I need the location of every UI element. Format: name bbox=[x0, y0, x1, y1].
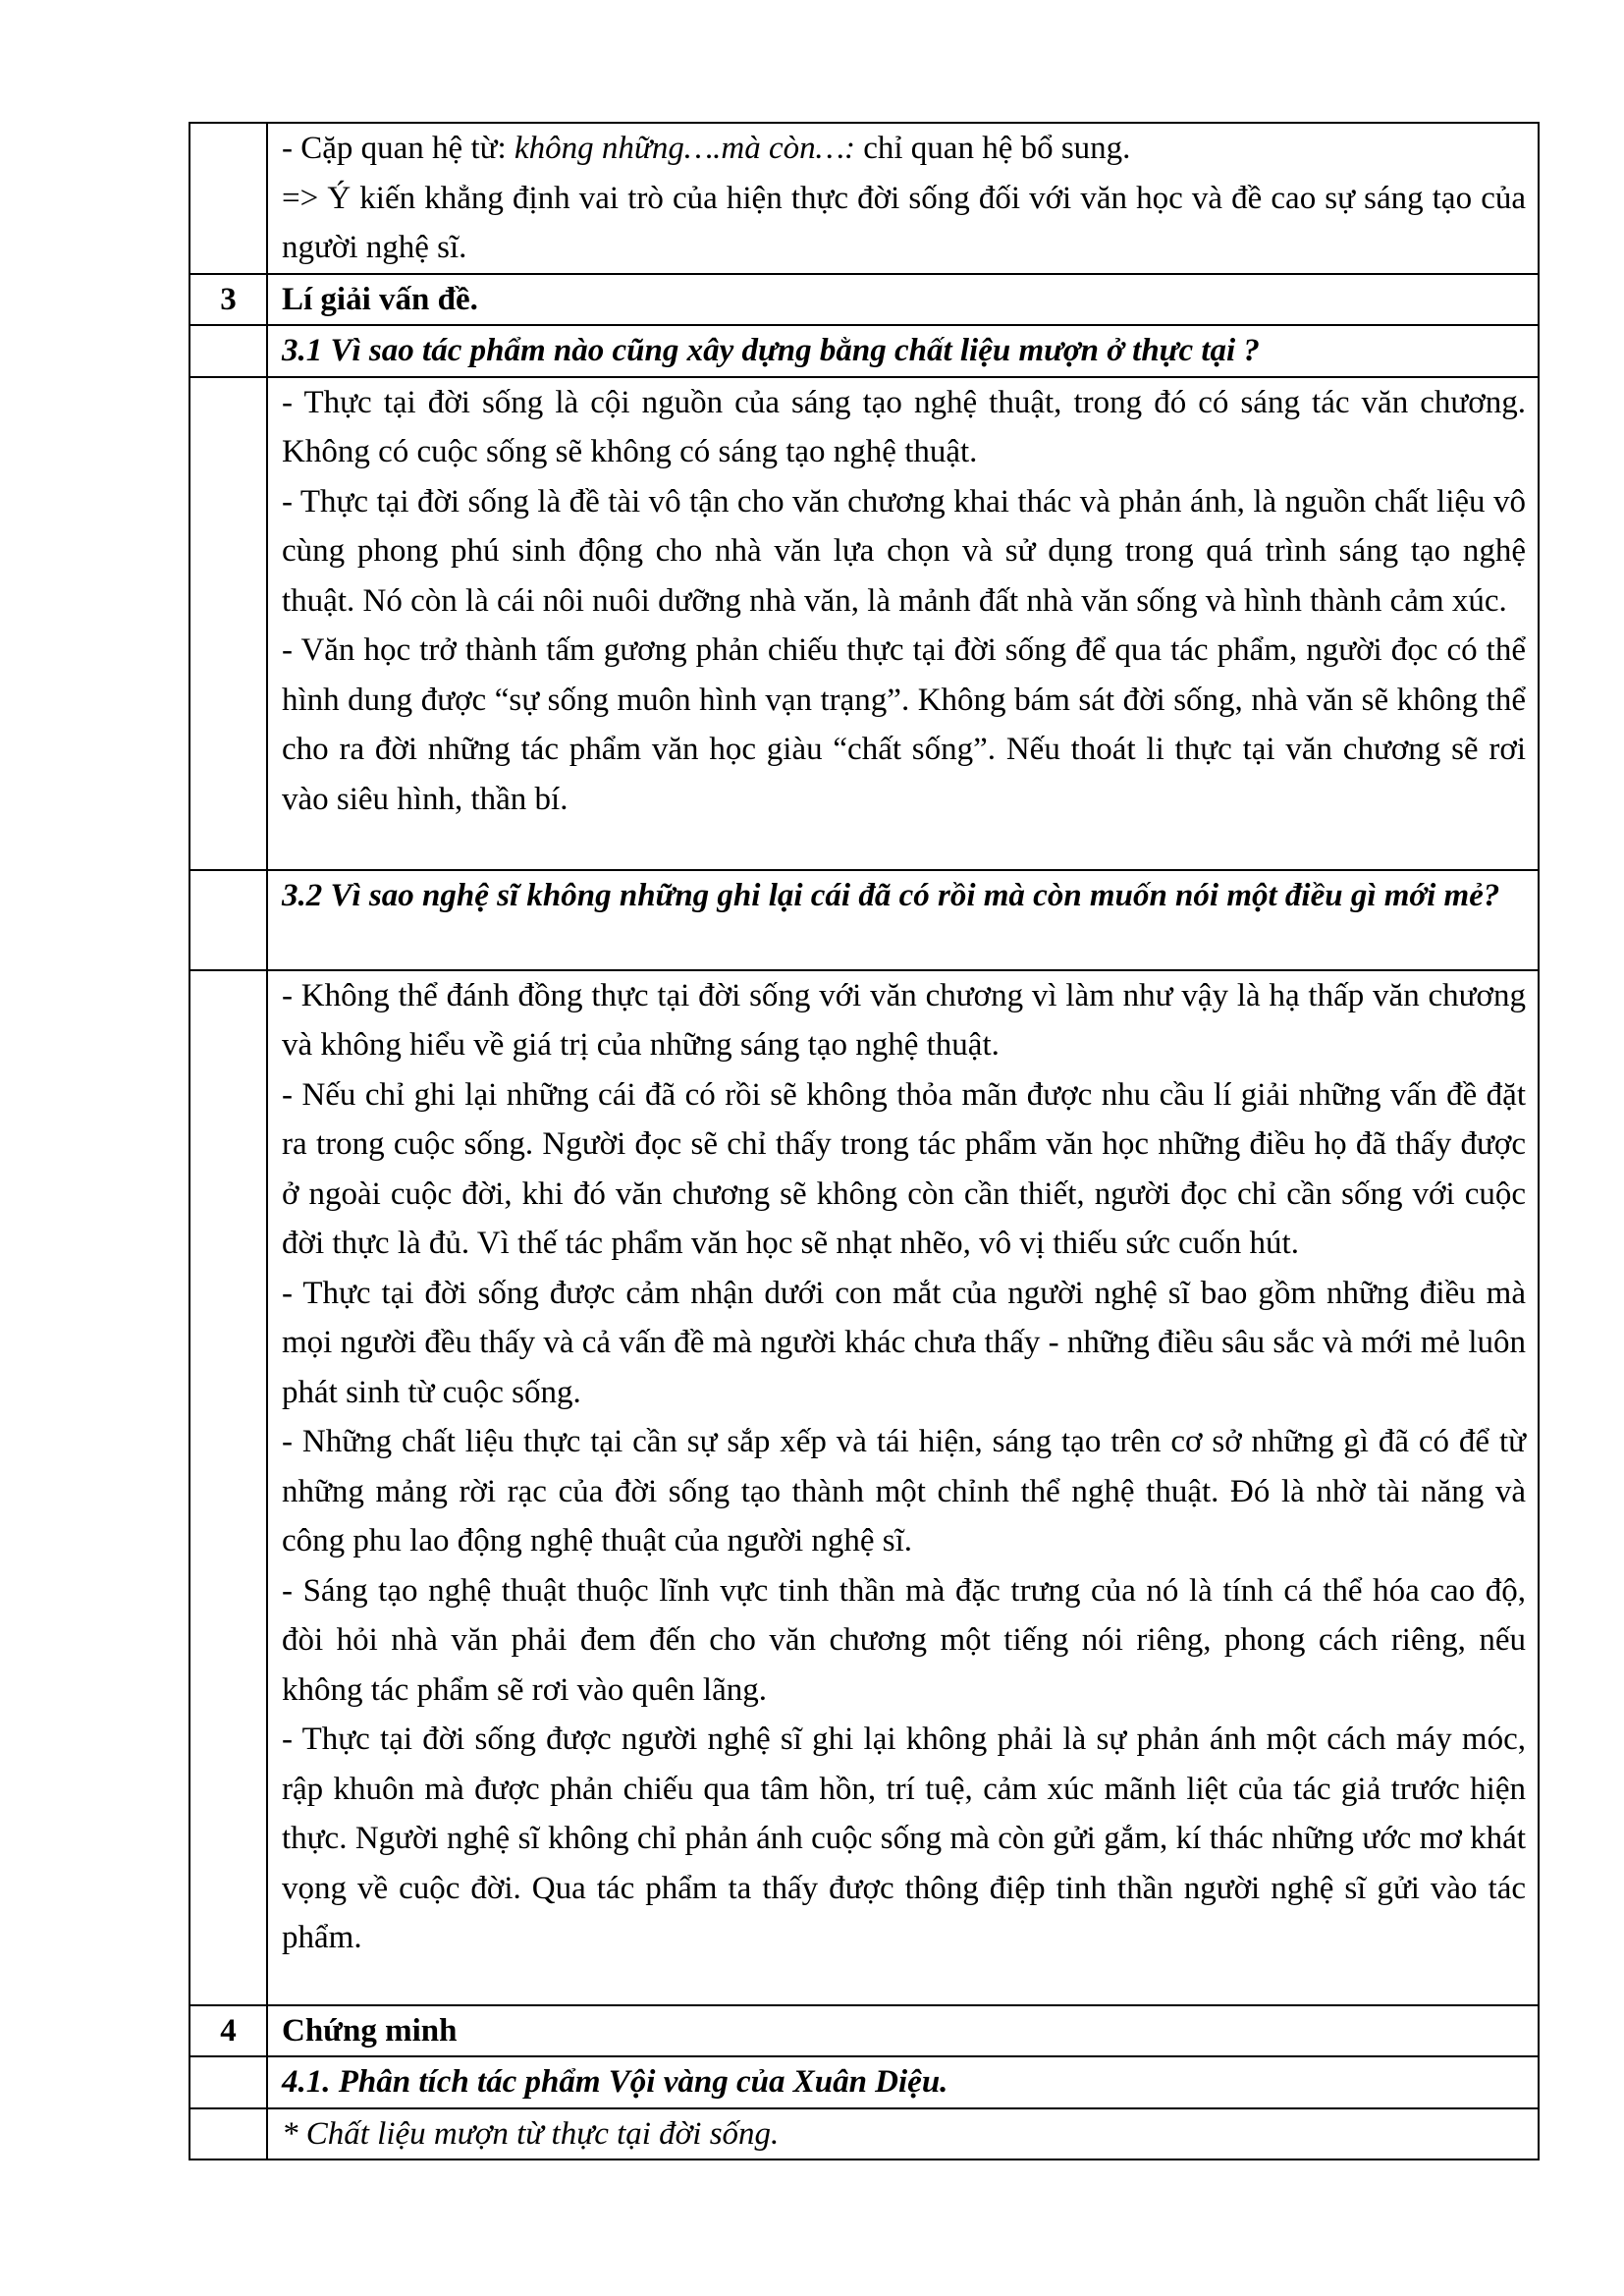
section-number: 4 bbox=[189, 2005, 267, 2057]
paragraph: - Sáng tạo nghệ thuật thuộc lĩnh vực tinh thần mà đặc trưng của nó là tính cá thể hóa cao độ, đòi hỏi nhà văn phải đem đến cho văn chương một tiếng nói riêng, phong cách riêng, nếu không tác phẩm sẽ rơi vào quên lãng. bbox=[282, 1572, 1526, 1708]
subsection-heading: 3.1 Vì sao tác phẩm nào cũng xây dựng bằng chất liệu mượn ở thực tại ? bbox=[267, 325, 1539, 377]
table-row bbox=[189, 123, 1539, 274]
row-number-cell bbox=[189, 970, 267, 2005]
section-number: 3 bbox=[189, 274, 267, 326]
paragraph: - Thực tại đời sống là đề tài vô tận cho văn chương khai thác và phản ánh, là nguồn chất liệu vô cùng phong phú sinh động cho nhà văn lựa chọn và sử dụng trong quá trình sáng tạo nghệ thuật. Nó còn là cái nôi nuôi dưỡng nhà văn, là mảnh đất nhà văn sống và hình thành cảm xúc. bbox=[282, 483, 1526, 619]
paragraph: - Không thể đánh đồng thực tại đời sống với văn chương vì làm như vậy là hạ thấp văn chương và không hiểu về giá trị của những sáng tạo nghệ thuật. bbox=[282, 977, 1526, 1063]
paragraph: - Thực tại đời sống là cội nguồn của sáng tạo nghệ thuật, trong đó có sáng tác văn chương. Không có cuộc sống sẽ không có sáng tạo nghệ thuật. bbox=[282, 384, 1526, 469]
table-row bbox=[189, 2056, 1539, 2108]
table-row bbox=[189, 2108, 1539, 2160]
paragraph: - Những chất liệu thực tại cần sự sắp xếp và tái hiện, sáng tạo trên cơ sở những gì đã có để từ những mảng rời rạc của đời sống tạo thành một chỉnh thể nghệ thuật. Đó là nhờ tài năng và công phu lao động nghệ thuật của người nghệ sĩ. bbox=[282, 1424, 1526, 1558]
content-table bbox=[189, 122, 1540, 2160]
subsection-heading: 3.2 Vì sao nghệ sĩ không những ghi lại cái đã có rồi mà còn muốn nói một điều gì mới mẻ? bbox=[267, 870, 1539, 970]
content-cell bbox=[267, 970, 1539, 2005]
row-number-cell bbox=[189, 325, 267, 377]
row-number-cell bbox=[189, 870, 267, 970]
content-cell bbox=[267, 377, 1539, 870]
subsection-heading: 4.1. Phân tích tác phẩm Vội vàng của Xuân Diệu. bbox=[267, 2056, 1539, 2108]
paragraph: => Ý kiến khẳng định vai trò của hiện thực đời sống đối với văn học và đề cao sự sáng tạo của người nghệ sĩ. bbox=[282, 180, 1526, 265]
table-row bbox=[189, 325, 1539, 377]
table-row bbox=[189, 274, 1539, 326]
italic-phrase: không những….mà còn…: bbox=[514, 131, 855, 166]
paragraph: - Thực tại đời sống được người nghệ sĩ ghi lại không phải là sự phản ánh một cách máy móc, rập khuôn mà được phản chiếu qua tâm hồn, trí tuệ, cảm xúc mãnh liệt của tác giả trước hiện thực. Người nghệ sĩ không chỉ phản ánh cuộc sống mà còn gửi gắm, kí thác những ước mơ khát vọng về cuộc đời. Qua tác phẩm ta thấy được thông điệp tinh thần người nghệ sĩ gửi vào tác phẩm. bbox=[282, 1722, 1526, 1955]
paragraph: - Văn học trở thành tấm gương phản chiếu thực tại đời sống để qua tác phẩm, người đọc có thể hình dung được “sự sống muôn hình vạn trạng”. Không bám sát đời sống, nhà văn sẽ không thể cho ra đời những tác phẩm văn học giàu “chất sống”. Nếu thoát li thực tại văn chương sẽ rơi vào siêu hình, thần bí. bbox=[282, 632, 1526, 817]
table-row bbox=[189, 970, 1539, 2005]
section-heading: Lí giải vấn đề. bbox=[267, 274, 1539, 326]
table-row bbox=[189, 870, 1539, 970]
table-row bbox=[189, 377, 1539, 870]
row-number-cell bbox=[189, 2056, 267, 2108]
row-number-cell bbox=[189, 2108, 267, 2160]
paragraph bbox=[282, 124, 1526, 174]
table-row bbox=[189, 2005, 1539, 2057]
row-number-cell bbox=[189, 377, 267, 870]
text-segment: - Cặp quan hệ từ: bbox=[282, 131, 514, 166]
paragraph: - Nếu chỉ ghi lại những cái đã có rồi sẽ không thỏa mãn được nhu cầu lí giải những vấn đề đặt ra trong cuộc sống. Người đọc sẽ chỉ thấy trong tác phẩm văn học những điều họ đã thấy được ở ngoài cuộc đời, khi đó văn chương sẽ không còn cần thiết, người đọc chỉ cần sống với cuộc đời thực là đủ. Vì thế tác phẩm văn học sẽ nhạt nhẽo, vô vị thiếu sức cuốn hút. bbox=[282, 1076, 1526, 1261]
text-segment: chỉ quan hệ bổ sung. bbox=[854, 131, 1131, 166]
section-heading: Chứng minh bbox=[267, 2005, 1539, 2057]
paragraph: - Thực tại đời sống được cảm nhận dưới con mắt của người nghệ sĩ bao gồm những điều mà mọi người đều thấy và cả vấn đề mà người khác chưa thấy - những điều sâu sắc và mới mẻ luôn phát sinh từ cuộc sống. bbox=[282, 1275, 1526, 1410]
note-text: * Chất liệu mượn từ thực tại đời sống. bbox=[267, 2108, 1539, 2160]
content-cell bbox=[267, 123, 1539, 274]
row-number-cell bbox=[189, 123, 267, 274]
